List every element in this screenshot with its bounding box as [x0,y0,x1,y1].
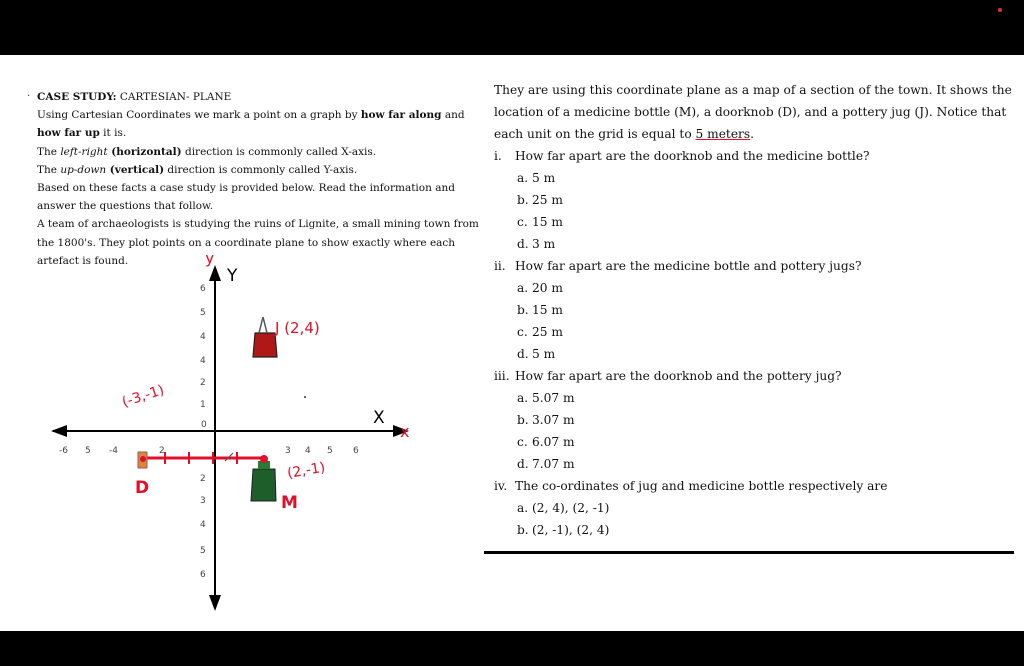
tick-x-4: 4 [305,446,311,456]
tick-x-neg5: 5 [85,446,91,456]
tick-x-neg6: -6 [59,446,68,456]
q1-option-b: b. 25 m [517,193,563,207]
questions-panel [494,79,1019,541]
case-study-para-1: Using Cartesian Coordinates we mark a point on a graph by how far along and how far up it is. [37,109,465,140]
q1-option-d: d. 3 m [517,237,556,251]
y-annotation: y [205,255,215,267]
case-study-heading: CASE STUDY: CARTESIAN- PLANE [37,91,232,103]
tick-y-neg5: 5 [200,546,206,556]
q2-option-b: b. 15 m [517,303,563,317]
tick-y-6: 6 [200,284,206,294]
doorknob-label: D [135,478,150,498]
unit-highlight: 5 meters [695,127,751,141]
tick-origin: 0 [201,420,207,430]
bottle-label: M [281,493,298,513]
tick-x-neg4: -4 [109,446,118,456]
tick-y-neg2: 2 [200,474,206,484]
case-study-para-3: The up-down (vertical) direction is commonly called Y-axis. [37,163,358,176]
q2-option-d: d. 5 m [517,347,556,361]
bullet-marker: . [27,88,31,99]
bottle-coord: (2,-1) [286,459,327,482]
tick-y-4: 4 [200,332,206,342]
tick-y-neg4: 4 [200,520,206,530]
question-1: i. How far apart are the doorknob and the medicine bottle? [494,149,870,163]
y-axis-arrow-down [209,595,221,611]
indicator-dot [998,8,1002,12]
x-axis-letter: X [373,408,385,428]
tick-x-5: 5 [327,446,333,456]
y-axis-arrow-up [209,265,221,281]
tick-y-1: 1 [200,400,206,410]
intro-paragraph: They are using this coordinate plane as a map of a section of the town. It shows the location of a medicine bottle (M), a doorknob (D), and a pottery jug (J). Notice that each unit on the grid is equal to 5 meters. [494,83,1012,141]
x-axis-arrow-left [51,425,67,437]
doorknob-coord: (-3,-1) [120,382,167,411]
tick-y-neg3: 3 [200,496,206,506]
case-study-text [37,88,487,270]
coordinate-plane [45,255,445,615]
tick-x-neg2: 2 [159,446,165,456]
stray-dot [304,396,306,398]
q1-option-a: a. 5 m [517,171,556,185]
q3-option-c: c. 6.07 m [517,435,575,449]
y-axis-letter: Y [227,266,238,286]
tick-y-neg6: 6 [200,570,206,580]
question-4: iv. The co-ordinates of jug and medicine bottle respectively are [494,479,888,493]
q3-option-a: a. 5.07 m [517,391,575,405]
tick-x-3: 3 [285,446,291,456]
case-study-para-5: A team of archaeologists is studying the ruins of Lignite, a small mining town from the 1800's. They plot points on a coordinate plane to show exactly where each artefact is found. [37,218,479,267]
q2-option-c: c. 25 m [517,325,563,339]
tick-y-2: 2 [200,378,206,388]
doorknob-icon [138,452,147,468]
page-cut-rule [484,551,1014,554]
question-3: iii. How far apart are the doorknob and the pottery jug? [494,369,842,383]
question-2: ii. How far apart are the medicine bottle and pottery jugs? [494,259,862,273]
x-annotation: x [400,422,410,441]
case-study-para-2: The left-right (horizontal) direction is commonly called X-axis. [37,145,377,158]
q4-option-b: b. (2, -1), (2, 4) [517,523,610,537]
q2-option-a: a. 20 m [517,281,563,295]
tick-x-6: 6 [353,446,359,456]
tick-y-5: 5 [200,308,206,318]
jug-label: J (2,4) [275,319,320,337]
worksheet-page [0,55,1024,631]
q4-option-a: a. (2, 4), (2, -1) [517,501,610,515]
case-study-para-4: Based on these facts a case study is provided below. Read the information and answer the questions that follow. [37,182,455,213]
tick-y-3: 4 [200,356,206,366]
q3-option-d: d. 7.07 m [517,457,575,471]
pottery-jug-icon [253,317,277,357]
q3-option-b: b. 3.07 m [517,413,575,427]
q1-option-c: c. 15 m [517,215,563,229]
medicine-bottle-icon [251,455,276,501]
